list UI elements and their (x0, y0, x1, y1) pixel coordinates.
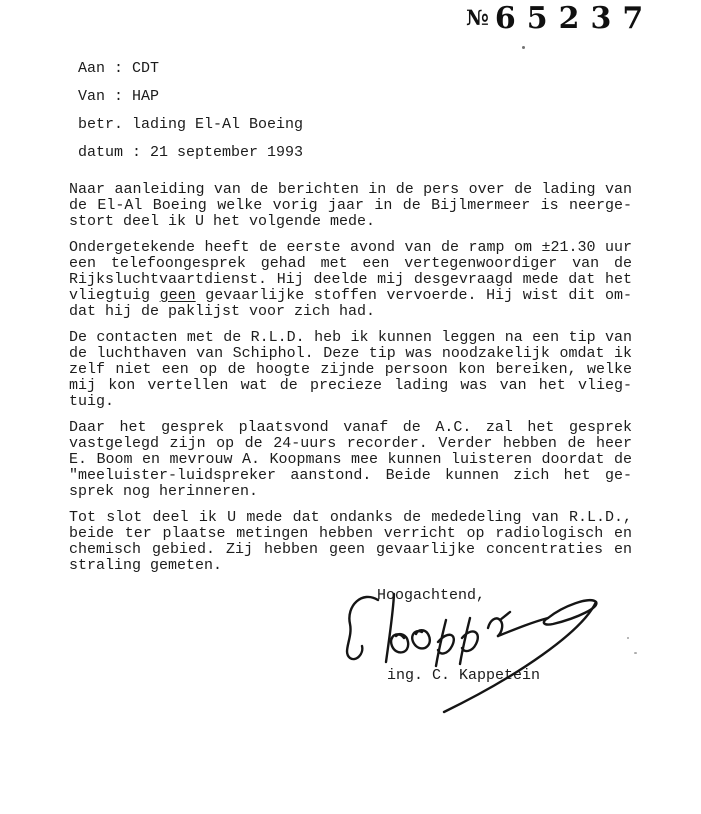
body-line: zelf niet een op de hoogte zijnde persoon kon bereiken, welke (69, 361, 632, 378)
body-line: een telefoongesprek gehad met een vertegenwoordiger van de (69, 255, 632, 272)
body-paragraph (69, 510, 632, 574)
body-line: E. Boom en mevrouw A. Koopmans mee kunnen luisteren doordat de (69, 451, 632, 468)
numero-sign: № (466, 5, 489, 30)
header-line: Van : HAP (78, 88, 160, 105)
body-line: Tot slot deel ik U mede dat ondanks de mededeling van R.L.D., (69, 509, 632, 526)
body-paragraph (69, 240, 632, 320)
header-line: datum : 21 september 1993 (78, 144, 304, 161)
body-paragraph (69, 330, 632, 410)
underlined-text: geen (159, 287, 196, 304)
body-line: Naar aanleiding van de berichten in de pers over de lading van (69, 181, 632, 198)
body-line: Daar het gesprek plaatsvond vanaf de A.C. zal het gesprek (69, 419, 632, 436)
header-line: betr. lading El-Al Boeing (78, 116, 304, 133)
letter-header (78, 61, 303, 173)
letter-body (69, 182, 632, 584)
body-paragraph (69, 420, 632, 500)
body-line: chemisch gebied. Zij hebben geen gevaarlijke concentraties en (69, 541, 632, 558)
body-line: sprek nog herinneren. (69, 483, 259, 500)
body-line: straling gemeten. (69, 557, 223, 574)
body-line: De contacten met de R.L.D. heb ik kunnen leggen na een tip van (69, 329, 632, 346)
body-line: Rijksluchtvaartdienst. Hij deelde mij desgevraagd mede dat het (69, 271, 632, 288)
body-line: tuig. (69, 393, 115, 410)
signer-name: ing. C. Kappetein (387, 667, 541, 684)
body-line: mij kon vertellen wat de precieze lading was van het vlieg- (69, 377, 632, 394)
body-line: beide ter plaatse metingen hebben verricht op radiologisch en (69, 525, 632, 542)
header-line: Aan : CDT (78, 60, 160, 77)
body-line: de luchthaven van Schiphol. Deze tip was noodzakelijk omdat ik (69, 345, 632, 362)
body-line (69, 288, 632, 304)
scan-speck (634, 652, 637, 654)
body-line: stort deel ik U het volgende mede. (69, 213, 376, 230)
body-paragraph (69, 182, 632, 230)
scan-speck (627, 637, 629, 639)
salutation: Hoogachtend, (377, 587, 486, 604)
scan-speck (522, 46, 525, 49)
body-line: vastgelegd zijn op de 24-uurs recorder. Verder hebben de heer (69, 435, 632, 452)
body-line: dat hij de paklijst voor zich had. (69, 303, 376, 320)
body-line: de El-Al Boeing welke vorig jaar in de Bijlmermeer is neerge- (69, 197, 632, 214)
body-line: "meeluister-luidspreker aanstond. Beide kunnen zich het ge- (69, 467, 632, 484)
text-segment: vliegtuig (69, 287, 160, 304)
document-number-stamp (466, 1, 654, 36)
stamp-number: 65237 (494, 1, 655, 36)
text-segment: gevaarlijke stoffen vervoerde. Hij wist dit om- (195, 287, 633, 304)
body-line: Ondergetekende heeft de eerste avond van de ramp om ±21.30 uur (69, 239, 632, 256)
